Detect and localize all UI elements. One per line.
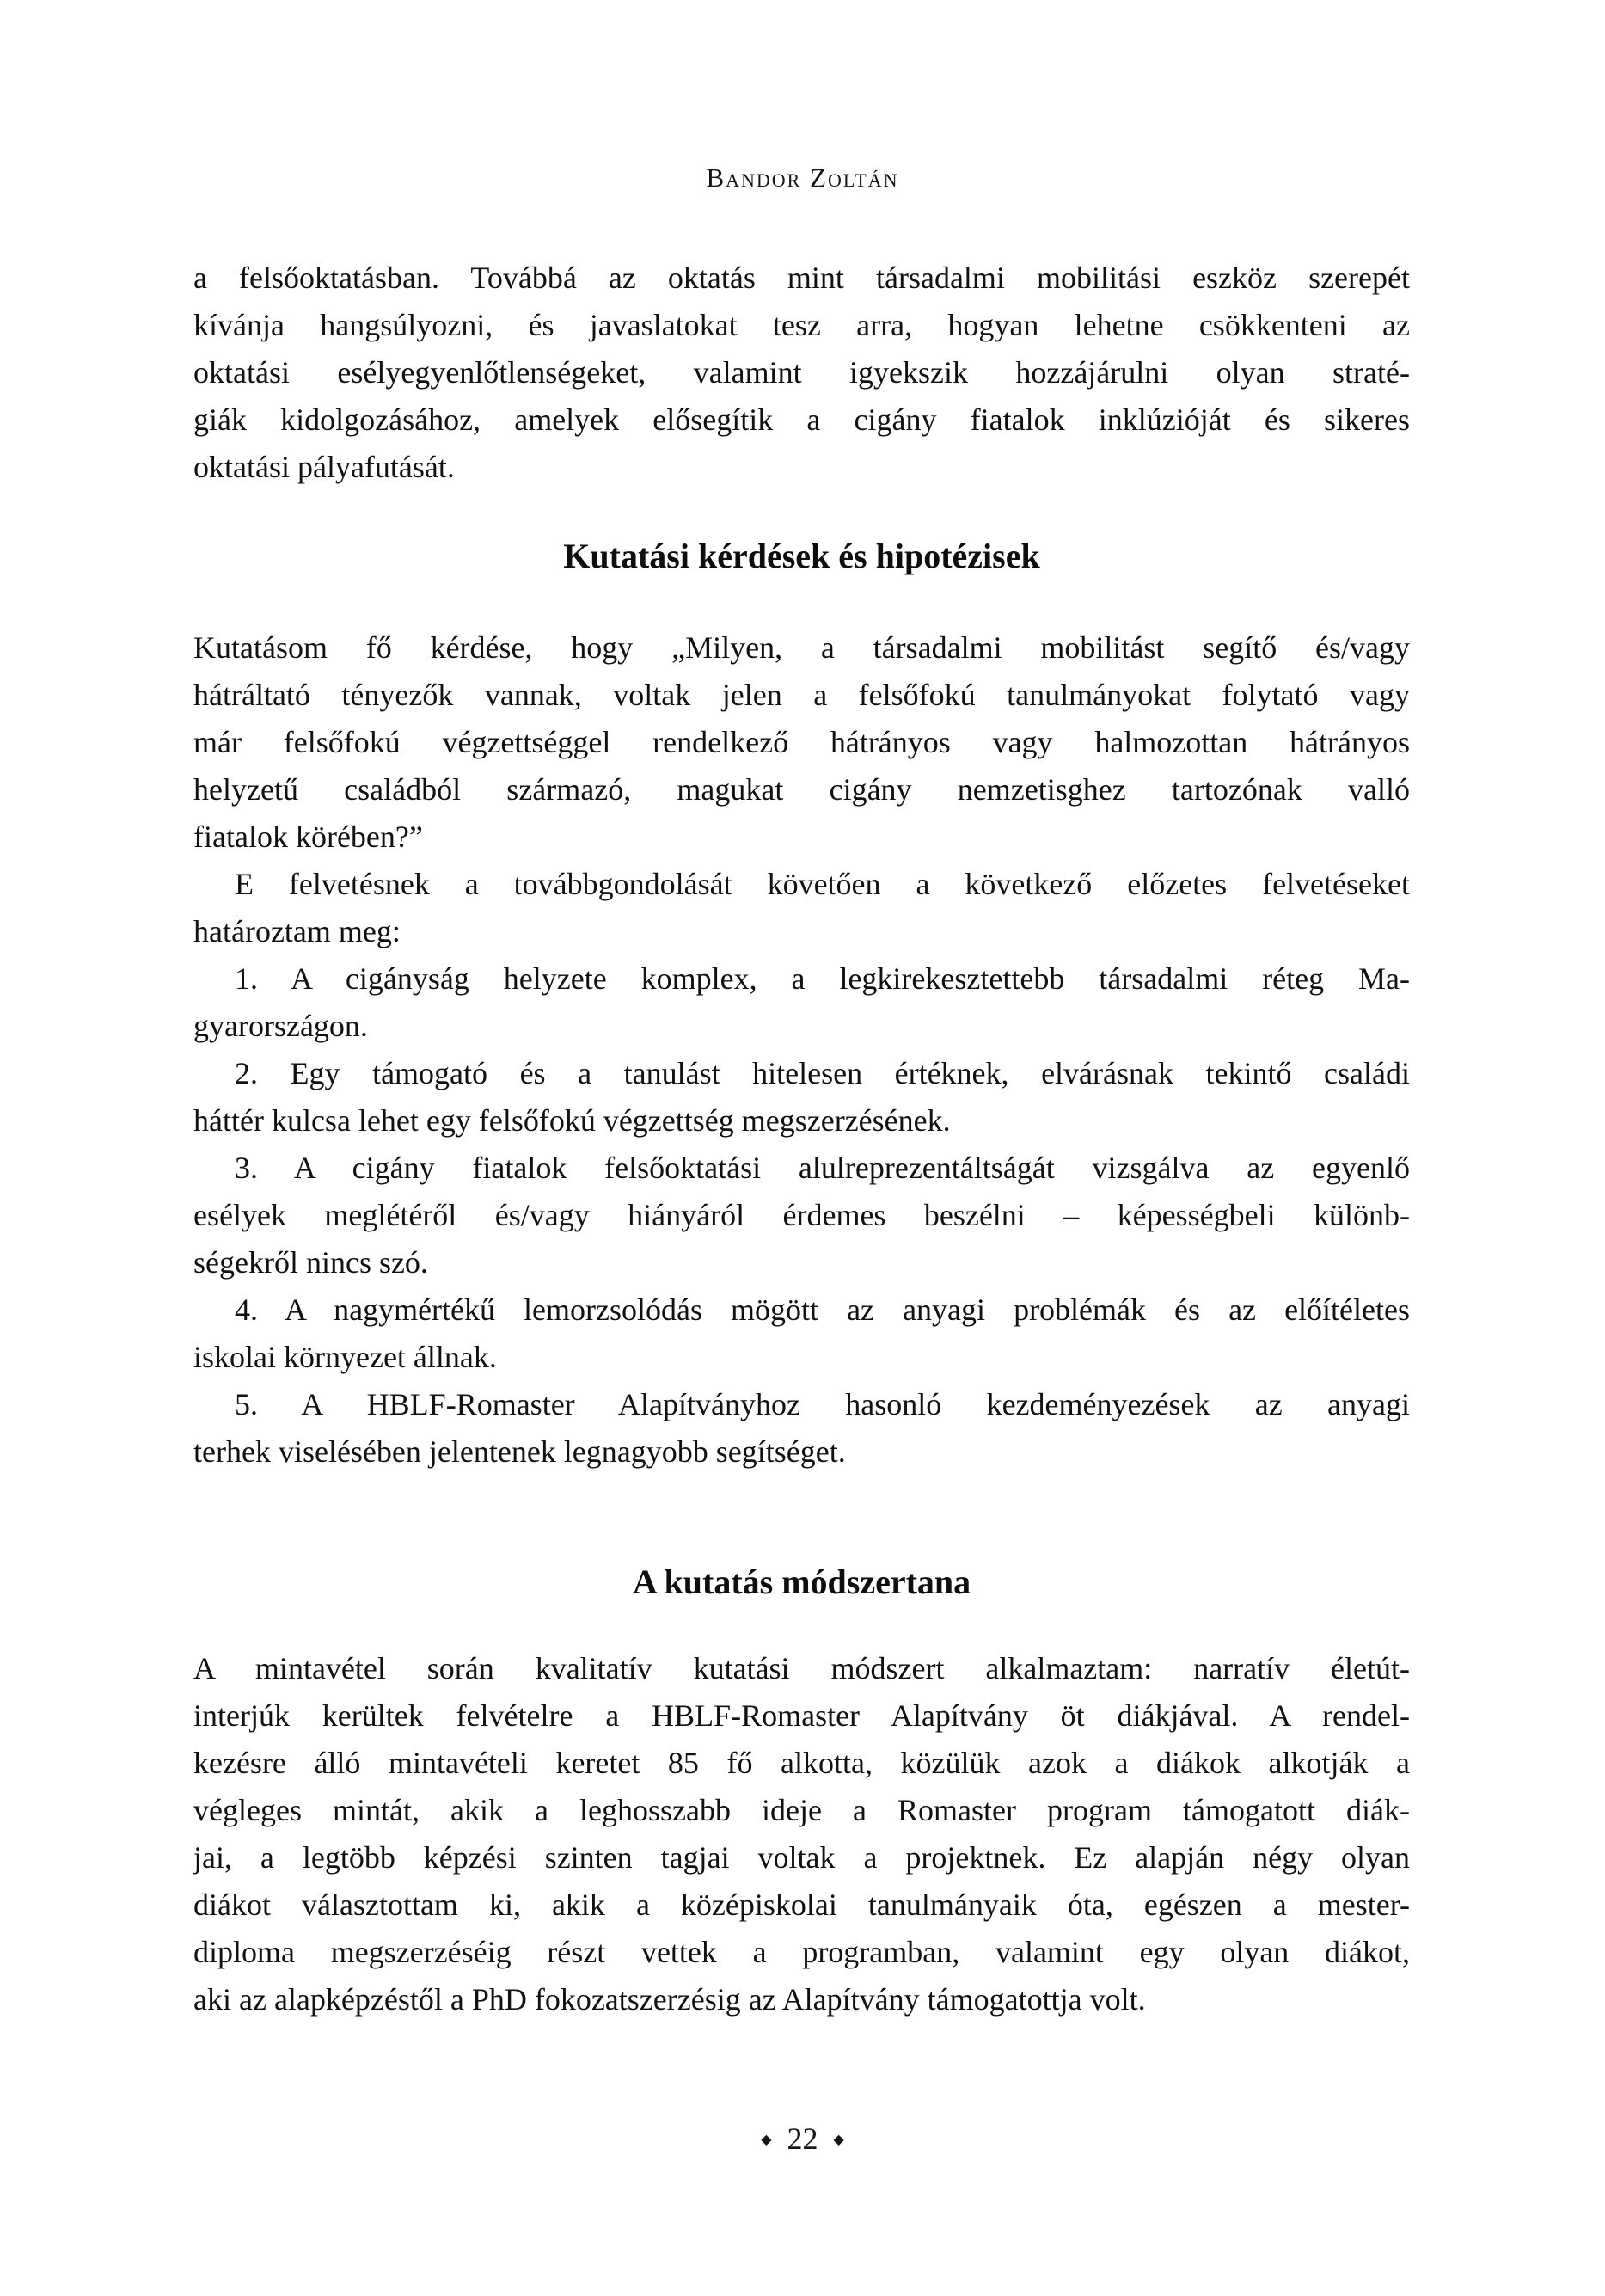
text-line: kívánja hangsúlyozni, és javaslatokat tesz arra, hogyan lehetne csökkenteni az bbox=[193, 308, 1410, 342]
text-line: 2. Egy támogató és a tanulást hitelesen értéknek, elvárásnak tekintő családi bbox=[235, 1056, 1410, 1090]
text-line: 5. A HBLF-Romaster Alapítványhoz hasonló kezdeményezések az anyagi bbox=[235, 1387, 1410, 1421]
text-line: giák kidolgozásához, amelyek elősegítik a cigány fiatalok inklúzióját és sikeres bbox=[193, 402, 1410, 437]
text-line: végleges mintát, akik a leghosszabb ideje a Romaster program támogatott diák- bbox=[193, 1793, 1410, 1827]
text-line: oktatási esélyegyenlőtlenségeket, valamint igyekszik hozzájárulni olyan straté- bbox=[193, 355, 1410, 390]
text-line: aki az alapképzéstől a PhD fokozatszerzésig az Alapítvány támogatottja volt. bbox=[193, 1982, 1146, 2017]
section-heading: A kutatás módszertana bbox=[632, 1562, 971, 1601]
text-line: helyzetű családból származó, magukat cigány nemzetisghez tartozónak valló bbox=[193, 772, 1410, 807]
text-line: A mintavétel során kvalitatív kutatási módszert alkalmaztam: narratív életút- bbox=[193, 1651, 1410, 1685]
text-line: 1. A cigányság helyzete komplex, a legkirekesztettebb társadalmi réteg Ma- bbox=[235, 961, 1410, 996]
text-line: hátráltató tényezők vannak, voltak jelen a felsőfokú tanulmányokat folytató vagy bbox=[193, 678, 1410, 712]
text-line: fiatalok körében?” bbox=[193, 820, 423, 854]
text-line: kezésre álló mintavételi keretet 85 fő alkotta, közülük azok a diákok alkotják a bbox=[193, 1746, 1410, 1780]
text-line: 4. A nagymértékű lemorzsolódás mögött az anyagi problémák és az előítéletes bbox=[235, 1292, 1410, 1327]
page-number: 22 bbox=[787, 2121, 818, 2156]
paragraph bbox=[193, 255, 1410, 491]
running-header: Bandor Zoltán bbox=[706, 163, 899, 193]
footer-ornament-left-icon: ◆ bbox=[761, 2131, 772, 2147]
footer-ornament-right-icon: ◆ bbox=[833, 2131, 844, 2147]
text-line: diploma megszerzéséig részt vettek a programban, valamint egy olyan diákot, bbox=[193, 1935, 1410, 1969]
text-line: oktatási pályafutását. bbox=[193, 450, 455, 484]
paragraph bbox=[193, 1145, 1410, 1286]
paragraph bbox=[193, 1286, 1410, 1381]
text-line: E felvetésnek a továbbgondolását követően a következő előzetes felvetéseket bbox=[235, 867, 1410, 901]
page-content bbox=[193, 255, 1410, 2023]
text-line: interjúk kerültek felvételre a HBLF-Romaster Alapítvány öt diákjával. A rendel- bbox=[193, 1698, 1410, 1733]
text-line: Kutatásom fő kérdése, hogy „Milyen, a társadalmi mobilitást segítő és/vagy bbox=[193, 630, 1410, 665]
text-line: 3. A cigány fiatalok felsőoktatási alulreprezentáltságát vizsgálva az egyenlő bbox=[235, 1151, 1410, 1185]
text-line: ségekről nincs szó. bbox=[193, 1245, 428, 1280]
text-line: jai, a legtöbb képzési szinten tagjai voltak a projektnek. Ez alapján négy olyan bbox=[193, 1840, 1410, 1875]
text-line: a felsőoktatásban. Továbbá az oktatás mint társadalmi mobilitási eszköz szerepét bbox=[193, 261, 1410, 295]
paragraph bbox=[193, 1050, 1410, 1145]
text-line: gyarországon. bbox=[193, 1009, 368, 1043]
text-line: már felsőfokú végzettséggel rendelkező hátrányos vagy halmozottan hátrányos bbox=[193, 725, 1410, 759]
paragraph bbox=[193, 624, 1410, 861]
text-line: határoztam meg: bbox=[193, 914, 401, 948]
section-heading: Kutatási kérdések és hipotézisek bbox=[563, 537, 1040, 575]
paragraph bbox=[193, 1645, 1410, 2023]
paragraph bbox=[193, 955, 1410, 1050]
text-line: iskolai környezet állnak. bbox=[193, 1340, 497, 1374]
text-line: terhek viselésében jelentenek legnagyobb segítséget. bbox=[193, 1434, 846, 1469]
text-line: diákot választottam ki, akik a középiskolai tanulmányaik óta, egészen a mester- bbox=[193, 1888, 1410, 1922]
paragraph bbox=[193, 1381, 1410, 1476]
paragraph bbox=[193, 861, 1410, 955]
page-footer bbox=[0, 2121, 1605, 2156]
text-line: háttér kulcsa lehet egy felsőfokú végzettség megszerzésének. bbox=[193, 1103, 951, 1138]
text-line: esélyek meglétéről és/vagy hiányáról érdemes beszélni – képességbeli különb- bbox=[193, 1198, 1410, 1232]
